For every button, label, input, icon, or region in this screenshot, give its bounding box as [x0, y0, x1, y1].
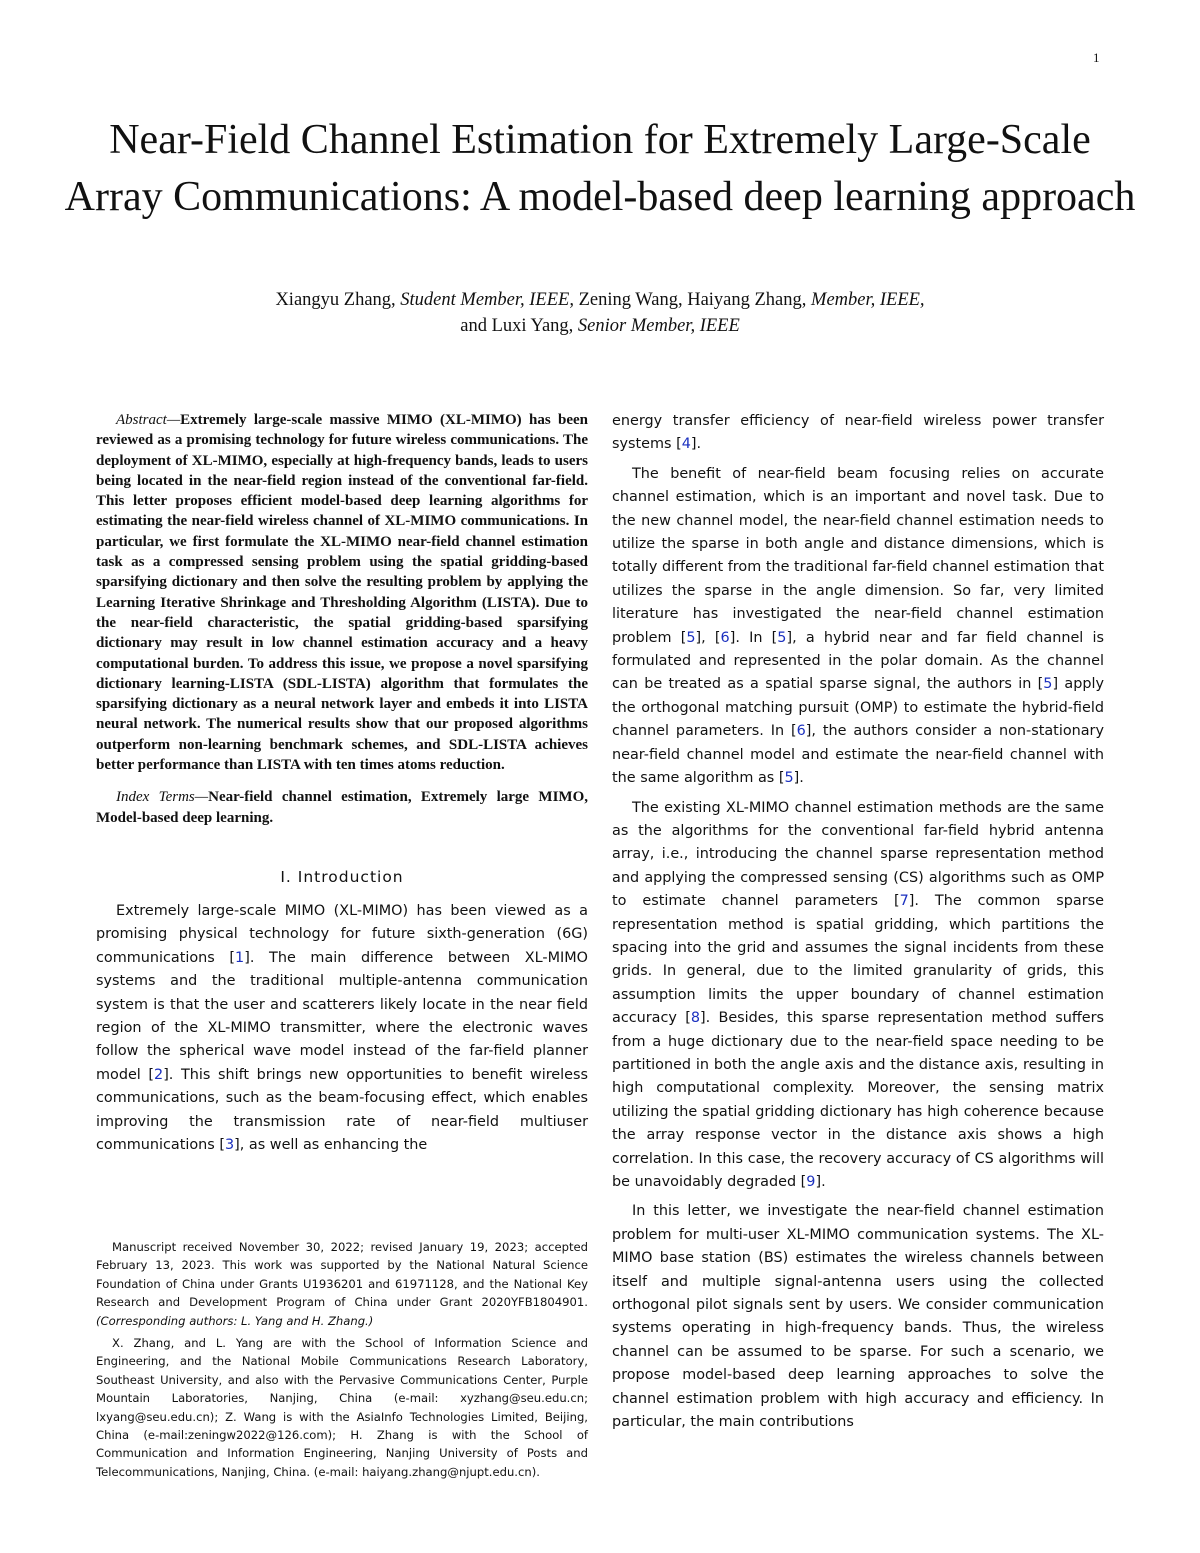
citation-link[interactable]: 5 — [784, 770, 794, 787]
body-text: ], as well as enhancing the — [234, 1137, 428, 1153]
citation-link[interactable]: 1 — [235, 949, 245, 966]
citation-link[interactable]: 3 — [224, 1137, 235, 1153]
page-number: 1 — [1093, 50, 1100, 65]
citation-link[interactable]: 7 — [899, 893, 909, 910]
body-text: ], [ — [695, 629, 721, 646]
index-terms-lead: Index Terms— — [116, 789, 209, 806]
abstract — [96, 410, 588, 775]
paper-title: Near-Field Channel Estimation for Extremely Large-Scale Array Communications: A model-based deep learning approach — [64, 117, 1136, 220]
author-membership: Senior Member, IEEE — [577, 316, 740, 336]
citation-link[interactable]: 5 — [1043, 676, 1053, 693]
body-text: The existing XL-MIMO channel estimation methods are the same as the algorithms for the conventional far-field hybrid antenna array, i.e., introducing the channel sparse representation method and applying the compressed sensing (CS) algorithms such as OMP to estimate channel parameters [ — [612, 799, 1104, 910]
author-text: Zening Wang, Haiyang Zhang, — [573, 290, 812, 310]
right-column — [612, 410, 1104, 1440]
body-text: ], the authors consider a non-stationary near-field channel model and estimate the near-field channel with the same algorithm as [ — [612, 723, 1104, 787]
footnote-affiliations: X. Zhang, and L. Yang are with the School of Information Science and Engineering, and the National Mobile Communications Research Laboratory, Southeast University, and also with the Pervasive Communications Center, Purple Mountain Laboratories, Nanjing, China (e-mail: xyzhang@seu.edu.cn; lxyang@seu.edu.cn); Z. Wang is with the AsiaInfo Technologies Limited, Beijing, China (e-mail:zeningw2022@126.com); H. Zhang is with the School of Communication and Information Engineering, Nanjing University of Posts and Telecommunications, Nanjing, China. (e-mail: haiyang.zhang@njupt.edu.cn). — [96, 1336, 588, 1479]
intro-paragraph — [96, 900, 588, 1157]
body-text: energy transfer efficiency of near-field wireless power transfer systems [ — [612, 413, 1104, 453]
body-text: The benefit of near-field beam focusing relies on accurate channel estimation, which is an important and novel task. Due to the new channel model, the near-field channel estimation needs to utilize the sparse in both angle and distance dimensions, which is totally different from the traditional far-field channel estimation that utilizes the sparse in the angle dimension. So far, very limited literature has investigated the near-field channel estimation problem [ — [612, 465, 1104, 646]
citation-link[interactable]: 8 — [690, 1010, 700, 1027]
citation-link[interactable]: 6 — [720, 629, 730, 646]
body-text: ]. In [ — [729, 629, 778, 646]
citation-link[interactable]: 2 — [154, 1066, 164, 1083]
index-terms-text: Near-field channel estimation, Extremely large MIMO, Model-based deep learning. — [96, 789, 588, 826]
body-text: ]. — [690, 436, 702, 453]
citation-link[interactable]: 9 — [806, 1174, 816, 1190]
citation-link[interactable]: 6 — [796, 723, 806, 740]
body-text: ]. Besides, this sparse representation method suffers from a huge dictionary due to the near-field space needing to be partitioned in both the angle axis and the distance axis, resulting in high computational complexity. Moreover, the sensing matrix utilizing the spatial gridding dictionary has high coherence because the array response vector in the distance axis shows a high correlation. In this case, the recovery accuracy of CS algorithms will be unavoidably degraded [ — [612, 1010, 1104, 1190]
body-text: ]. This shift brings new opportunities to benefit wireless communications, such as the beam-focusing effect, which enables improving the transmission rate of near-field multiuser communications [ — [96, 1066, 589, 1153]
footnote-manuscript — [96, 1238, 588, 1330]
author-line-2 — [60, 313, 1140, 339]
body-text: ]. The main difference between XL-MIMO systems and the traditional multiple-antenna communication system is that the user and scatterers likely locate in the near field region of the XL-MIMO transmitter, where the electronic waves follow the spherical wave model instead of the far-field planner model [ — [96, 949, 588, 1083]
author-membership: Student Member, IEEE, — [400, 290, 574, 310]
footnotes — [96, 1238, 588, 1485]
author-membership: Member, IEEE, — [811, 290, 925, 310]
abstract-text: Extremely large-scale massive MIMO (XL-MIMO) has been reviewed as a promising technology for future wireless communications. The deployment of XL-MIMO, especially at high-frequency bands, leads to users being located in the near-field region instead of the conventional far-field. This letter proposes efficient model-based deep learning algorithms for estimating the near-field wireless channel of XL-MIMO communications. In particular, we first formulate the XL-MIMO near-field channel estimation task as a compressed sensing problem using the spatial gridding-based sparsifying dictionary and then solve the resulting problem by applying the Learning Iterative Shrinkage and Thresholding Algorithm (LISTA). Due to the near-field characteristic, the spatial gridding-based sparsifying dictionary may result in low channel estimation accuracy and a heavy computational burden. To address this issue, we propose a novel sparsifying dictionary learning-LISTA (SDL-LISTA) algorithm that formulates the sparsifying dictionary as a neural network layer and embeds it into LISTA neural network. The numerical results show that our proposed algorithms outperform non-learning benchmark schemes, and SDL-LISTA achieves better performance than LISTA with ten times atoms reduction. — [96, 412, 588, 774]
left-column — [96, 410, 588, 1163]
author-text: and Luxi Yang, — [460, 316, 578, 336]
body-paragraph — [612, 463, 1104, 791]
citation-link[interactable]: 5 — [777, 629, 787, 646]
body-text: ], a hybrid near and far field channel is formulated and represented in the polar domain. As the channel can be treated as a spatial sparse signal, the authors in [ — [612, 629, 1105, 693]
body-text: Extremely large-scale MIMO (XL-MIMO) has been viewed as a promising physical technology for future sixth-generation (6G) communications [ — [96, 902, 588, 966]
body-paragraph — [612, 797, 1104, 1195]
author-list — [60, 287, 1140, 339]
body-text: ]. — [815, 1174, 826, 1190]
body-text: ]. — [793, 770, 804, 787]
body-text: ]. The common sparse representation method is spatial gridding, which partitions the spacing into the grid and assumes the signal incidents from these grids. In general, due to the limited granularity of grids, this assumption limits the upper boundary of channel estimation accuracy [ — [612, 893, 1104, 1027]
body-text: ] apply the orthogonal matching pursuit (OMP) to estimate the hybrid-field channel parameters. In [ — [612, 676, 1104, 740]
footnote-corresponding: (Corresponding authors: L. Yang and H. Zhang.) — [96, 1313, 374, 1328]
author-line-1 — [60, 287, 1140, 313]
footnote-text: Manuscript received November 30, 2022; revised January 19, 2023; accepted February 13, 2023. This work was supported by the National Natural Science Foundation of China under Grants U1936201 and 61971128, and the National Key Research and Development Program of China under Grant 2020YFB1804901. — [96, 1240, 588, 1310]
section-heading-introduction: I. Introduction — [280, 867, 404, 886]
index-terms — [96, 787, 588, 828]
citation-link[interactable]: 5 — [686, 629, 696, 646]
abstract-lead: Abstract— — [116, 412, 181, 428]
author-text: Xiangyu Zhang, — [275, 290, 401, 310]
citation-link[interactable]: 4 — [681, 436, 691, 453]
body-paragraph: In this letter, we investigate the near-field channel estimation problem for multi-user XL-MIMO communication systems. The XL-MIMO base station (BS) estimates the wireless channels between itself and multiple signal-antenna users using the collected orthogonal pilot signals sent by users. We consider communication systems operating in high-frequency bands. Thus, the wireless channel can be assumed to be sparse. For such a scenario, we propose model-based deep learning approaches to solve the channel estimation problem with high accuracy and efficiency. In particular, the main contributions — [612, 1203, 1104, 1431]
continued-paragraph — [612, 410, 1104, 457]
